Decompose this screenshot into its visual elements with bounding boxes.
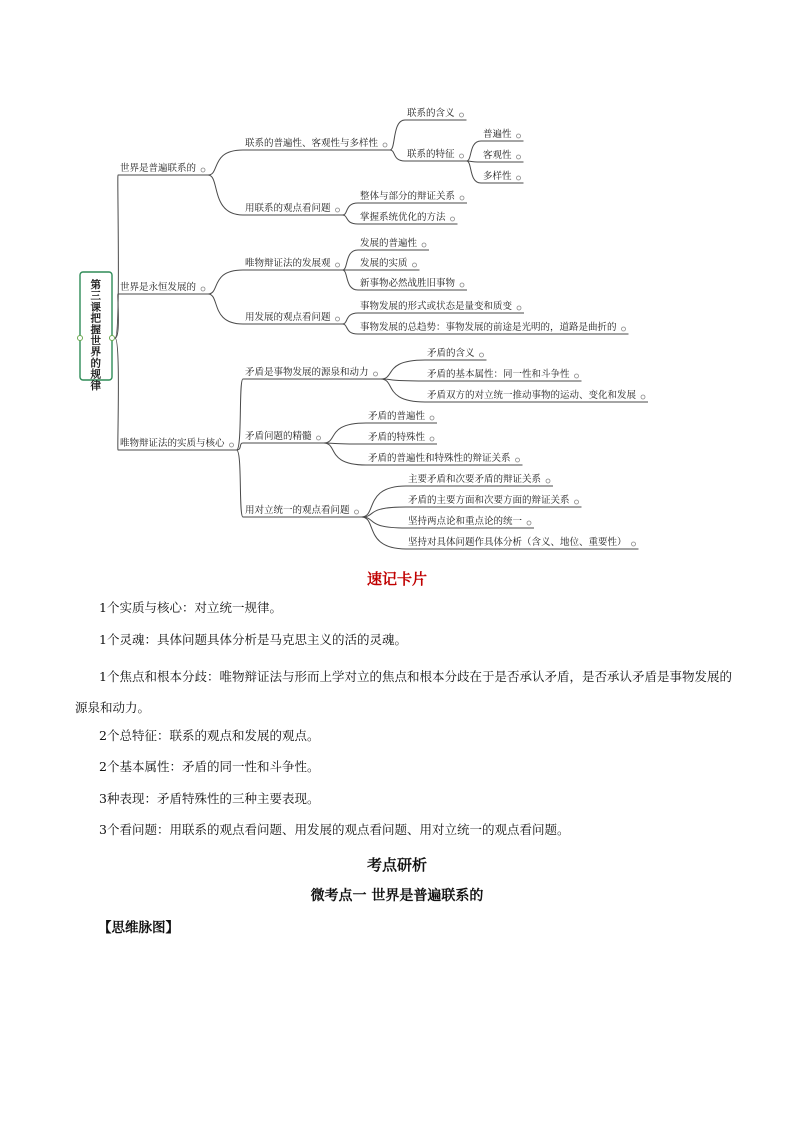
- collapse-marker-icon[interactable]: [460, 196, 464, 200]
- leaf-3-3-2-label: 矛盾的主要方面和次要方面的辩证关系: [408, 495, 570, 506]
- connector-line: [343, 324, 359, 334]
- connector-line: [208, 294, 243, 324]
- connector-line: [362, 507, 407, 517]
- collapse-marker-icon[interactable]: [336, 208, 340, 212]
- leaf-3-1-3-label: 矛盾双方的对立统一推动事物的运动、变化和发展: [427, 390, 637, 401]
- branch-3-label: 唯物辩证法的实质与核心: [120, 438, 225, 449]
- connector-line: [390, 150, 405, 161]
- branch-1-label: 世界是普遍联系的: [120, 163, 197, 174]
- leaf-1-1-2-label: 联系的特征: [407, 149, 455, 160]
- card-line-1: 1个实质与核心：对立统一规律。: [99, 600, 282, 615]
- collapse-marker-icon[interactable]: [430, 416, 434, 420]
- connector-line: [381, 379, 426, 402]
- connector-line: [208, 175, 243, 215]
- leaf-3-2-2-label: 矛盾的特殊性: [368, 432, 426, 443]
- topic-2-1-label: 唯物辩证法的发展观: [245, 258, 331, 269]
- leaf-1-1-1-label: 联系的含义: [407, 108, 455, 119]
- connector-line: [343, 270, 359, 290]
- card-line-5: 2个基本属性：矛盾的同一性和斗争性。: [99, 759, 320, 774]
- connector-line: [324, 443, 367, 444]
- collapse-marker-icon[interactable]: [230, 443, 234, 447]
- card-line-2: 1个灵魂：具体问题具体分析是马克思主义的活的灵魂。: [99, 632, 407, 647]
- connector-line: [381, 360, 426, 379]
- connector-line: [362, 517, 407, 528]
- collapse-marker-icon[interactable]: [317, 436, 321, 440]
- root-right-handle-icon[interactable]: [110, 336, 115, 341]
- section-title: 考点研析: [366, 856, 427, 874]
- collapse-marker-icon[interactable]: [622, 327, 626, 331]
- collapse-marker-icon[interactable]: [527, 521, 531, 525]
- connector-line: [381, 379, 426, 381]
- leaf-2-2-1-label: 事物发展的形式或状态是量变和质变: [360, 301, 513, 312]
- leaf-3-2-1-label: 矛盾的普遍性: [368, 411, 426, 422]
- topic-1-1-label: 联系的普遍性、客观性与多样性: [245, 138, 379, 149]
- topic-2-2-label: 用发展的观点看问题: [245, 312, 331, 323]
- leaf-3-1-1-label: 矛盾的含义: [427, 348, 475, 359]
- connector-line: [362, 517, 407, 549]
- leaf-3-3-4-label: 坚持对具体问题作具体分析（含义、地位、重要性）: [408, 537, 627, 548]
- connector-line: [467, 141, 482, 161]
- collapse-marker-icon[interactable]: [480, 353, 484, 357]
- card-title: 速记卡片: [366, 570, 427, 588]
- card-line-4: 2个总特征：联系的观点和发展的观点。: [99, 728, 320, 743]
- connector-line: [115, 338, 118, 450]
- branch-2-label: 世界是永恒发展的: [120, 282, 197, 293]
- connector-line: [343, 215, 359, 224]
- connector-line: [237, 379, 244, 450]
- topic-3-2-label: 矛盾问题的精髓: [245, 431, 312, 442]
- collapse-marker-icon[interactable]: [641, 395, 645, 399]
- leaf-1-2-1-label: 整体与部分的辩证关系: [360, 191, 456, 202]
- connector-line: [343, 313, 359, 324]
- collapse-marker-icon[interactable]: [517, 155, 521, 159]
- collapse-marker-icon[interactable]: [517, 306, 521, 310]
- collapse-marker-icon[interactable]: [517, 134, 521, 138]
- collapse-marker-icon[interactable]: [575, 374, 579, 378]
- connector-line: [343, 250, 359, 270]
- topic-3-1-label: 矛盾是事物发展的源泉和动力: [245, 367, 369, 378]
- collapse-marker-icon[interactable]: [374, 372, 378, 376]
- collapse-marker-icon[interactable]: [546, 479, 550, 483]
- leaf-2-2-2-label: 事物发展的总趋势：事物发展的前途是光明的，道路是曲折的: [360, 322, 617, 333]
- connector-line: [324, 423, 367, 443]
- collapse-marker-icon[interactable]: [413, 263, 417, 267]
- topic-1-2-label: 用联系的观点看问题: [245, 203, 331, 214]
- connector-line: [237, 450, 244, 517]
- collapse-marker-icon[interactable]: [516, 458, 520, 462]
- card-line-3: 1个焦点和根本分歧：唯物辩证法与形而上学对立的焦点和根本分歧在于是否承认矛盾，是否承认矛盾是事物发展的源泉和动力。: [75, 669, 732, 715]
- feature-1-label: 普遍性: [483, 129, 512, 140]
- collapse-marker-icon[interactable]: [422, 243, 426, 247]
- root-label: 第三课把握世界的规律: [90, 279, 101, 392]
- collapse-marker-icon[interactable]: [383, 143, 387, 147]
- feature-2-label: 客观性: [483, 150, 512, 161]
- leaf-3-2-3-label: 矛盾的普遍性和特殊性的辩证关系: [368, 453, 511, 464]
- collapse-marker-icon[interactable]: [632, 542, 636, 546]
- feature-3-label: 多样性: [483, 171, 512, 182]
- leaf-3-3-3-label: 坚持两点论和重点论的统一: [408, 516, 523, 527]
- collapse-marker-icon[interactable]: [336, 263, 340, 267]
- connector-line: [390, 120, 405, 150]
- connector-line: [467, 161, 482, 162]
- collapse-marker-icon[interactable]: [355, 510, 359, 514]
- topic-3-3-label: 用对立统一的观点看问题: [245, 505, 350, 516]
- connector-line: [324, 443, 367, 465]
- leaf-2-1-3-label: 新事物必然战胜旧事物: [360, 278, 456, 289]
- root-left-handle-icon[interactable]: [78, 336, 83, 341]
- mindmap-label: 【思维脉图】: [98, 920, 179, 936]
- leaf-1-2-2-label: 掌握系统优化的方法: [360, 212, 446, 223]
- connector-line: [467, 161, 482, 183]
- collapse-marker-icon[interactable]: [460, 283, 464, 287]
- collapse-marker-icon[interactable]: [575, 500, 579, 504]
- leaf-3-3-1-label: 主要矛盾和次要矛盾的辩证关系: [408, 474, 542, 485]
- connector-line: [208, 150, 243, 175]
- leaf-2-1-1-label: 发展的普遍性: [360, 238, 418, 249]
- collapse-marker-icon[interactable]: [201, 287, 205, 291]
- collapse-marker-icon[interactable]: [336, 317, 340, 321]
- connector-line: [343, 203, 359, 215]
- collapse-marker-icon[interactable]: [430, 437, 434, 441]
- collapse-marker-icon[interactable]: [460, 113, 464, 117]
- connector-line: [208, 270, 243, 294]
- collapse-marker-icon[interactable]: [451, 217, 455, 221]
- section-subtitle: 微考点一 世界是普遍联系的: [310, 888, 484, 904]
- collapse-marker-icon[interactable]: [517, 176, 521, 180]
- leaf-2-1-2-label: 发展的实质: [360, 258, 408, 269]
- connector-line: [362, 486, 407, 517]
- collapse-marker-icon[interactable]: [201, 168, 205, 172]
- card-line-6: 3种表现：矛盾特殊性的三种主要表现。: [99, 791, 320, 806]
- card-line-7: 3个看问题：用联系的观点看问题、用发展的观点看问题、用对立统一的观点看问题。: [99, 822, 570, 837]
- collapse-marker-icon[interactable]: [460, 154, 464, 158]
- mind-map: [0, 0, 794, 560]
- leaf-3-1-2-label: 矛盾的基本属性：同一性和斗争性: [427, 369, 570, 380]
